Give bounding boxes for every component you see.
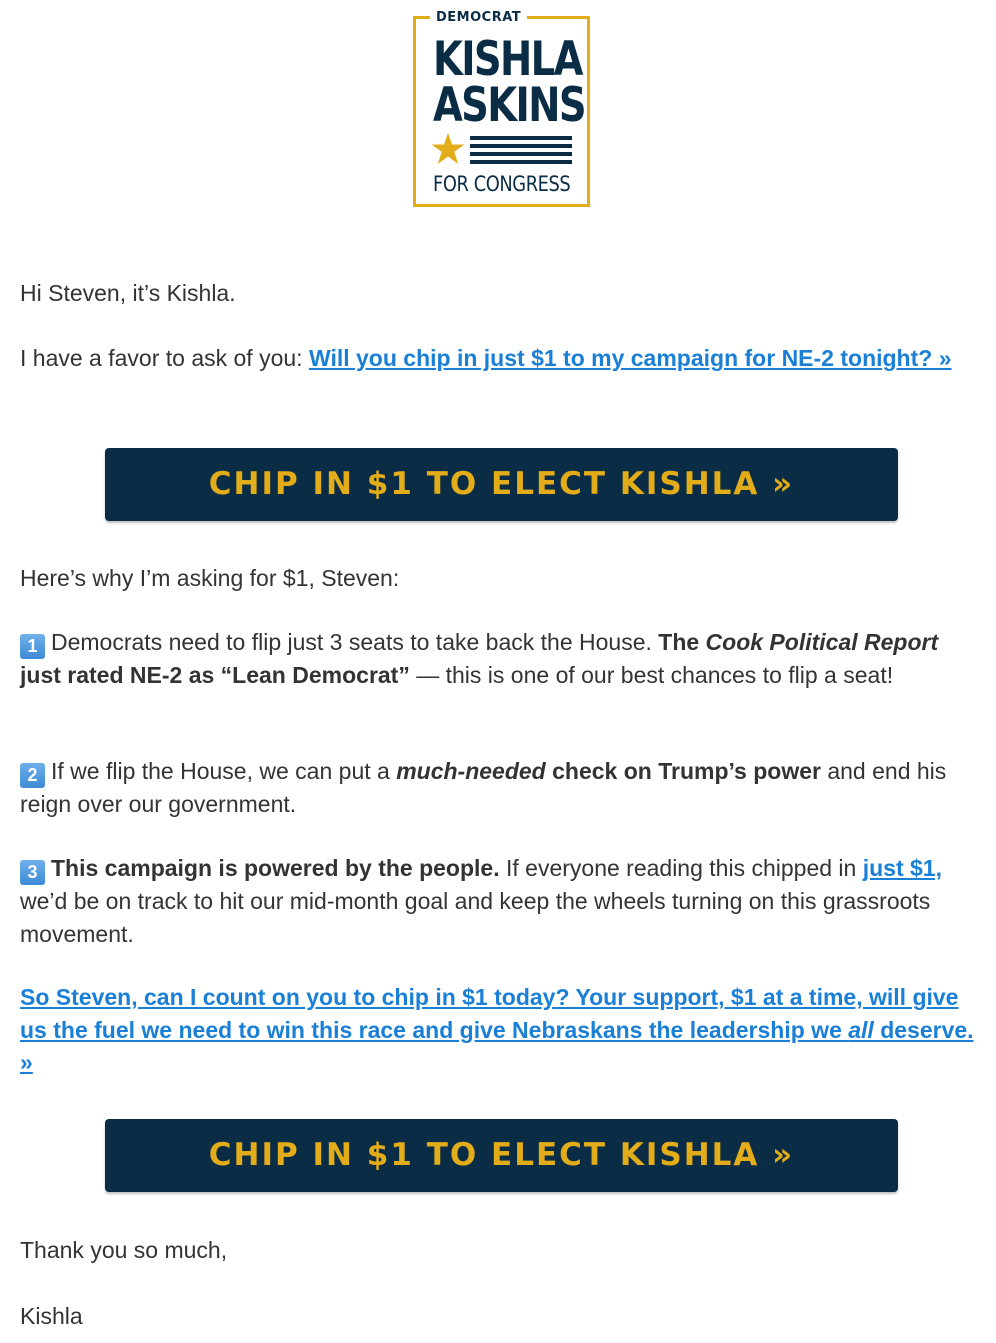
point-one — [20, 626, 982, 692]
keycap-three-icon: 3 — [20, 860, 45, 885]
closing-donate-link[interactable]: So Steven, can I count on you to chip in $1 today? Your support, $1 at a time, will give us the fuel we need to win this race and give Nebraskans the leadership we all deserve. » — [20, 984, 974, 1075]
point-two-bold: much-needed check on Trump’s power — [396, 758, 821, 784]
just-one-dollar-link[interactable]: just $1, — [862, 855, 942, 881]
why-intro: Here’s why I’m asking for $1, Steven: — [20, 565, 400, 591]
point-two-tail: and end his reign over our government. — [20, 758, 947, 817]
signature: Kishla — [20, 1303, 83, 1329]
closing-paragraph — [20, 981, 982, 1079]
logo-tag: DEMOCRAT — [430, 8, 527, 28]
keycap-two-icon: 2 — [20, 763, 45, 788]
chip-in-button-bottom[interactable]: CHIP IN $1 TO ELECT KISHLA » — [105, 1119, 898, 1192]
point-one-tail: — this is one of our best chances to flip a seat! — [409, 662, 894, 688]
logo-first-name: KISHLA — [433, 32, 582, 87]
point-one-bold: The Cook Political Report just rated NE-2 as “Lean Democrat” — [20, 629, 939, 688]
point-one-text: Democrats need to flip just 3 seats to take back the House. — [51, 629, 659, 655]
greeting: Hi Steven, it’s Kishla. — [20, 280, 236, 306]
ask-paragraph — [20, 342, 982, 375]
point-three-bold: This campaign is powered by the people. — [51, 855, 500, 881]
campaign-logo[interactable] — [413, 10, 590, 207]
point-three-tail: we’d be on track to hit our mid-month goal and keep the wheels turning on this grassroots movement. — [20, 888, 931, 947]
point-three-text: If everyone reading this chipped in — [499, 855, 863, 881]
logo-last-name: ASKINS — [433, 78, 585, 133]
star-icon — [431, 133, 465, 165]
point-two-text: If we flip the House, we can put a — [51, 758, 397, 784]
logo-subtitle: FOR CONGRESS — [433, 172, 571, 196]
cook-report-title: Cook Political Report — [705, 629, 939, 655]
ask-donate-link[interactable]: Will you chip in just $1 to my campaign for NE-2 tonight? » — [308, 345, 952, 371]
point-two — [20, 755, 982, 821]
chip-in-button-top[interactable]: CHIP IN $1 TO ELECT KISHLA » — [105, 448, 898, 521]
signoff: Thank you so much, — [20, 1237, 228, 1263]
ask-text: I have a favor to ask of you: — [20, 345, 309, 371]
keycap-one-icon: 1 — [20, 634, 45, 659]
point-three — [20, 852, 982, 950]
logo-frame — [413, 10, 590, 207]
logo-stripes — [470, 136, 572, 168]
